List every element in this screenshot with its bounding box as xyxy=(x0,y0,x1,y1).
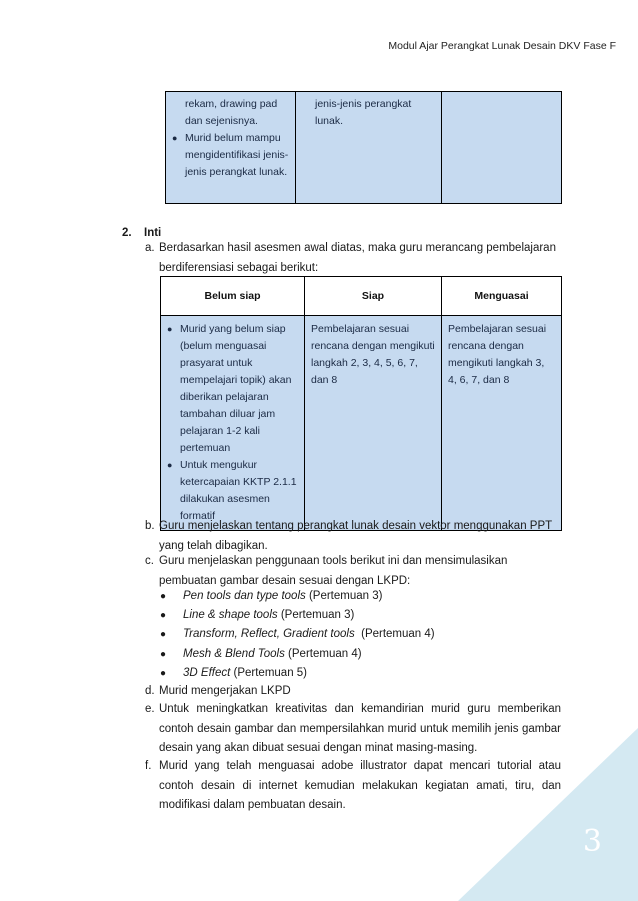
tool-name: Line & shape tools xyxy=(183,609,278,622)
item-text: Murid yang telah menguasai adobe illustrator dapat mencari tutorial atau contoh desain di internet kemudian melakukan kegiatan amati, tiru, dan modifikasi dalam pembuatan desain. xyxy=(159,760,561,811)
item-d xyxy=(145,682,561,702)
tool-meeting: (Pertemuan 3) xyxy=(305,590,383,602)
tool-meeting: (Pertemuan 4) xyxy=(284,647,362,660)
header-siap: Siap xyxy=(305,277,442,316)
item-label: c. xyxy=(145,555,154,567)
corner-decoration xyxy=(458,728,638,901)
item-label: f. xyxy=(145,760,152,772)
cell-bullet-list xyxy=(167,321,298,525)
tool-name: Pen tools dan type tools xyxy=(183,590,306,602)
tool-name: Mesh & Blend Tools xyxy=(183,647,285,660)
tool-meeting: (Pertemuan 5) xyxy=(230,666,308,679)
tool-meeting: (Pertemuan 4) xyxy=(354,628,435,641)
cell-line: dan sejenisnya. xyxy=(185,115,258,127)
cell-belum-siap xyxy=(161,316,305,531)
cell-menguasai: Pembelajaran sesuai rencana dengan mengikuti langkah 3, 4, 6, 7, dan 8 xyxy=(442,316,562,531)
item-label: a. xyxy=(145,242,155,254)
section-number: 2. xyxy=(122,227,132,239)
page-header: Modul Ajar Perangkat Lunak Desain DKV Fase F xyxy=(388,40,616,52)
page-number: 3 xyxy=(582,824,602,859)
cell-line: rekam, drawing pad xyxy=(185,98,278,110)
list-item xyxy=(160,664,435,683)
item-text: Murid mengerjakan LKPD xyxy=(159,685,291,697)
list-item xyxy=(160,625,435,644)
table-cell-col3 xyxy=(442,92,562,204)
header-belum-siap: Belum siap xyxy=(161,277,305,316)
table-cell-col1 xyxy=(166,92,296,204)
list-item xyxy=(160,587,435,606)
table-cell-col2 xyxy=(296,92,442,204)
list-item: ● Murid yang belum siap (belum menguasai prasyarat untuk mempelajari topik) akan diberikan pelajaran tambahan diluar jam pelajaran 1-2 kali pertemuan xyxy=(167,321,298,457)
tool-name: 3D Effect xyxy=(183,666,231,679)
item-text: Guru menjelaskan tentang perangkat lunak desain vektor menggunakan PPT yang telah dibagikan. xyxy=(159,520,552,552)
cell-bullet-list xyxy=(172,130,289,181)
cell-siap: Pembelajaran sesuai rencana dengan mengikuti langkah 2, 3, 4, 5, 6, 7, dan 8 xyxy=(305,316,442,531)
item-b xyxy=(145,517,561,556)
section-title: Inti xyxy=(144,227,162,239)
tool-meeting: (Pertemuan 3) xyxy=(277,609,355,622)
item-text: Berdasarkan hasil asesmen awal diatas, maka guru merancang pembelajaran berdiferensiasi sebagai berikut: xyxy=(159,242,556,274)
section-heading xyxy=(122,227,162,239)
list-item xyxy=(160,645,435,664)
list-item: ● Untuk mengukur ketercapaian KKTP 2.1.1 dilakukan asesmen formatif xyxy=(167,457,298,525)
cell-text: jenis-jenis perangkat lunak. xyxy=(315,98,412,127)
item-c xyxy=(145,552,561,591)
tools-list xyxy=(160,587,435,683)
item-text: Guru menjelaskan penggunaan tools berikut ini dan mensimulasikan pembuatan gambar desain sesuai dengan LKPD: xyxy=(159,555,508,587)
list-item: ● Murid belum mampu mengidentifikasi jenis-jenis perangkat lunak. xyxy=(172,130,289,181)
header-menguasai: Menguasai xyxy=(442,277,562,316)
item-text: Untuk meningkatkan kreativitas dan kemandirian murid guru memberikan contoh desain gambar dan mempersilahkan murid untuk memilih jenis gambar desain yang akan dibuat sesuai dengan minat masing-masing. xyxy=(159,703,561,754)
item-label: b. xyxy=(145,520,155,532)
list-item xyxy=(160,606,435,625)
differentiation-table xyxy=(160,276,562,531)
tool-name: Transform, Reflect, Gradient tools xyxy=(183,628,355,641)
assessment-table-continued xyxy=(165,91,562,204)
item-label: d. xyxy=(145,685,155,697)
item-label: e. xyxy=(145,703,155,715)
item-a xyxy=(145,239,561,278)
